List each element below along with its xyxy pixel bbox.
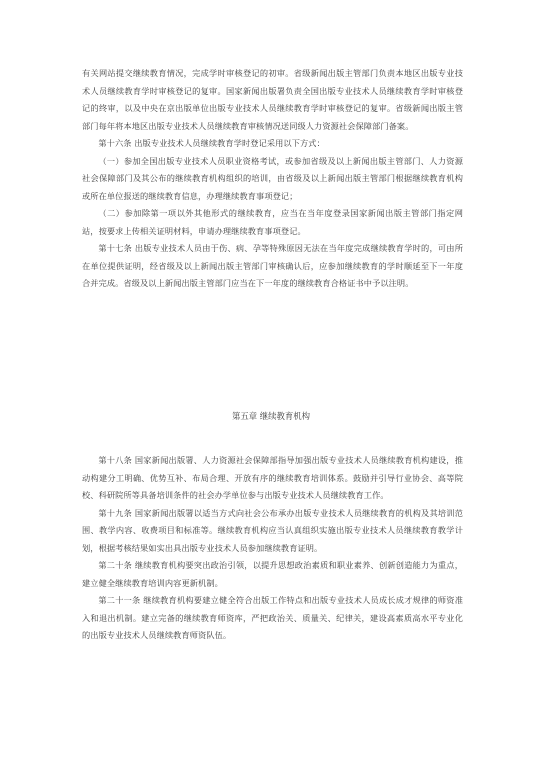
paragraph-continuation: 有关网站提交继续教育情况，完成学时审核登记的初审。省级新闻出版主管部门负责本地区出版专业技术人员继续教育学时审核登记的复审。国家新闻出版署负责全国出版专业技术人员继续教育学时审核登记的终审，以及中央在京出版单位出版专业技术人员继续教育学时审核登记的复审。省级新闻出版主管部门每年将本地区出版专业技术人员继续教育审核情况送同级人力资源社会保障部门备案。: [82, 68, 463, 131]
paragraph-article-19: 第十九条 国家新闻出版署以适当方式向社会公布承办出版专业技术人员继续教育的机构及其培训范围、教学内容、收费项目和标准等。继续教育机构应当认真组织实施出版专业技术人员继续教育教学计划，根据考核结果如实出具出版专业技术人员参加继续教育证明。: [82, 507, 463, 553]
paragraph-article-20: 第二十条 继续教育机构要突出政治引领，以提升思想政治素质和职业素养、创新创造能力为重点，建立健全继续教育培训内容更新机制。: [82, 560, 463, 588]
paragraph-article-21: 第二十一条 继续教育机构要建立健全符合出版工作特点和出版专业技术人员成长成才规律的师资准入和退出机制。建立完备的继续教育师资库，严把政治关、质量关、纪律关，建设高素质高水平专业化的出版专业技术人员继续教育师资队伍。: [82, 595, 463, 640]
paragraph-article-16-item-1: （一）参加全国出版专业技术人员职业资格考试，或参加省级及以上新闻出版主管部门、人力资源社会保障部门及其公布的继续教育机构组织的培训，由省级及以上新闻出版主管部门根据继续教育机构或所在单位报送的继续教育信息，办理继续教育事项登记；: [82, 155, 463, 201]
paragraph-article-16: 第十六条 出版专业技术人员继续教育学时登记采用以下方式：: [98, 138, 325, 148]
chapter-heading: 第五章 继续教育机构: [231, 411, 311, 421]
body-section-lower: [82, 452, 463, 645]
body-section-upper: [82, 65, 463, 293]
paragraph-article-16-item-2: （二）参加除第一项以外其他形式的继续教育，应当在当年度登录国家新闻出版主管部门指定网站，按要求上传相关证明材料，申请办理继续教育事项登记。: [82, 208, 463, 236]
paragraph-article-17: 第十七条 出版专业技术人员由于伤、病、孕等特殊原因无法在当年度完成继续教育学时的，可由所在单位提供证明，经省级及以上新闻出版主管部门审核确认后，应参加继续教育的学时顺延至下一年度合并完成。省级及以上新闻出版主管部门应当在下一年度的继续教育合格证书中予以注明。: [82, 243, 463, 288]
paragraph-article-18: 第十八条 国家新闻出版署、人力资源社会保障部指导加强出版专业技术人员继续教育机构建设，推动构建分工明确、优势互补、布局合理、开放有序的继续教育培训体系。鼓励并引导行业协会、高等院校、科研院所等具备培训条件的社会办学单位参与出版专业技术人员继续教育工作。: [82, 455, 463, 500]
